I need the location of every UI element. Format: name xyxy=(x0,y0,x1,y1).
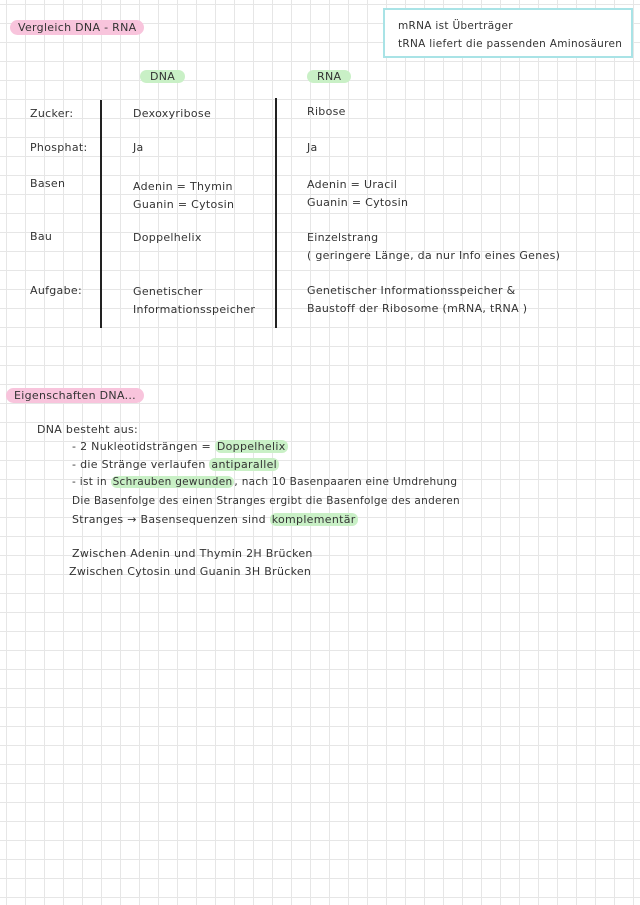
dna-line-1-text: - 2 Nukleotidsträngen = xyxy=(72,440,215,453)
table-divider-right xyxy=(275,98,277,328)
cell-dna-aufgabe-line-2: Informationsspeicher xyxy=(133,303,256,316)
cell-rna-bau xyxy=(307,229,560,265)
cell-dna-basen-line-1: Adenin = Thymin xyxy=(133,180,233,193)
table-divider-left xyxy=(100,100,102,328)
cell-dna-zucker: Dexoxyribose xyxy=(133,107,212,120)
dna-line-3-rest: , nach 10 Basenpaaren eine Umdrehung xyxy=(234,476,458,488)
cell-rna-aufgabe xyxy=(307,282,527,318)
cell-dna-bau: Doppelhelix xyxy=(133,231,202,244)
dna-line-5 xyxy=(72,513,358,526)
row-label-bau: Bau xyxy=(30,230,53,243)
row-label-aufgabe: Aufgabe: xyxy=(30,284,82,297)
cell-rna-zucker: Ribose xyxy=(307,105,346,118)
section-title-eigenschaften: Eigenschaften DNA... xyxy=(6,388,144,403)
dna-line-6: Zwischen Adenin und Thymin 2H Brücken xyxy=(72,547,313,560)
highlight-antiparallel: antiparallel xyxy=(211,458,278,471)
cell-dna-aufgabe xyxy=(133,283,255,319)
row-label-basen: Basen xyxy=(30,177,66,190)
column-header-dna: DNA xyxy=(140,70,185,83)
dna-line-3 xyxy=(72,476,457,488)
cell-rna-basen-line-1: Adenin = Uracil xyxy=(307,178,398,191)
highlight-komplementaer: komplementär xyxy=(271,513,356,526)
row-label-zucker: Zucker: xyxy=(30,107,74,120)
cell-dna-phosphat: Ja xyxy=(133,141,144,154)
highlight-doppelhelix: Doppelhelix xyxy=(216,440,286,453)
cell-dna-basen xyxy=(133,178,234,214)
cell-rna-bau-line-2: ( geringere Länge, da nur Info eines Genes) xyxy=(307,249,561,262)
page-title: Vergleich DNA - RNA xyxy=(10,20,144,35)
cell-dna-aufgabe-line-1: Genetischer xyxy=(133,285,203,298)
dna-line-2-text: - die Stränge verlaufen xyxy=(72,458,210,471)
note-box xyxy=(383,8,633,58)
cell-rna-bau-line-1: Einzelstrang xyxy=(307,231,379,244)
column-header-rna: RNA xyxy=(307,70,351,83)
highlight-schrauben: Schrauben gewunden xyxy=(112,476,233,488)
cell-rna-phosphat: Ja xyxy=(307,141,318,154)
dna-line-7: Zwischen Cytosin und Guanin 3H Brücken xyxy=(69,565,312,578)
dna-line-2 xyxy=(72,458,279,471)
cell-rna-basen-line-2: Guanin = Cytosin xyxy=(307,196,409,209)
note-line-2: tRNA liefert die passenden Aminosäuren xyxy=(398,38,623,50)
dna-line-5-text: Stranges → Basensequenzen sind xyxy=(72,513,270,526)
dna-line-4: Die Basenfolge des einen Stranges ergibt die Basenfolge des anderen xyxy=(72,495,460,507)
dna-intro: DNA besteht aus: xyxy=(37,423,139,436)
cell-dna-basen-line-2: Guanin = Cytosin xyxy=(133,198,235,211)
dna-line-1 xyxy=(72,440,288,453)
cell-rna-aufgabe-line-2: Baustoff der Ribosome (mRNA, tRNA ) xyxy=(307,302,528,315)
dna-line-3-text: - ist in xyxy=(72,476,111,488)
row-label-phosphat: Phosphat: xyxy=(30,141,88,154)
note-line-1: mRNA ist Überträger xyxy=(398,20,513,32)
cell-rna-basen xyxy=(307,176,408,212)
cell-rna-aufgabe-line-1: Genetischer Informationsspeicher & xyxy=(307,284,516,297)
